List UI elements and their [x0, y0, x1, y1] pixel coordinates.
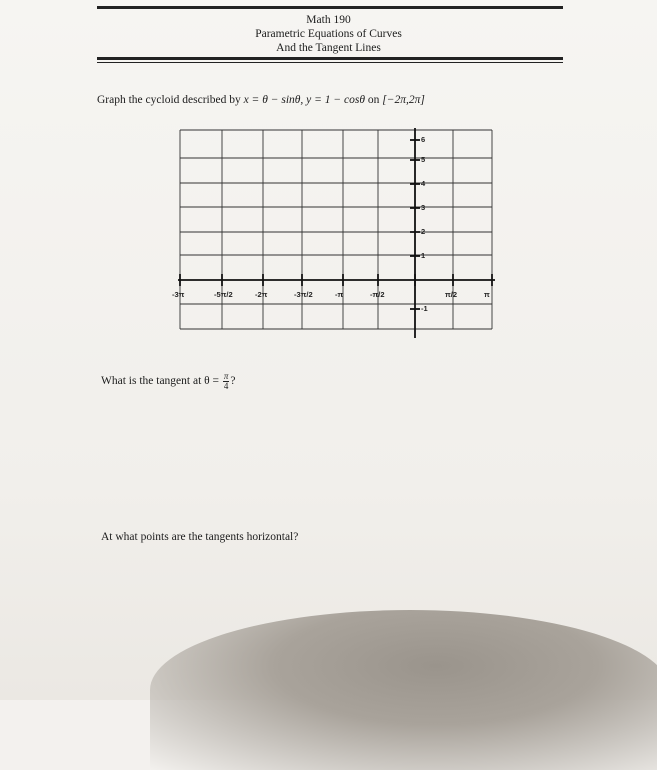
- parameter-interval: [−2π,2π]: [382, 94, 425, 106]
- y-tick-label: -1: [421, 304, 428, 313]
- y-tick-label: 6: [421, 135, 426, 144]
- question-graph-lead: Graph the cycloid described by: [97, 94, 241, 106]
- x-tick-label: -2π: [255, 290, 268, 299]
- x-tick-label: -π/2: [370, 290, 385, 299]
- x-tick-label: π: [484, 290, 490, 299]
- cycloid-equation: x = θ − sinθ, y = 1 − cosθ: [243, 94, 366, 106]
- x-tick-label: -5π/2: [214, 290, 233, 299]
- worksheet-subtitle: And the Tangent Lines: [276, 42, 381, 54]
- x-tick-label: π/2: [445, 290, 457, 299]
- question-horizontal-tangents: At what points are the tangents horizontal?: [101, 531, 299, 543]
- fraction-denominator: 4: [223, 381, 229, 391]
- worksheet-title: Parametric Equations of Curves: [255, 28, 402, 40]
- pi-over-four: [223, 372, 230, 391]
- y-tick-label: 5: [421, 155, 426, 164]
- y-tick-label: 4: [421, 179, 426, 188]
- y-tick-label: 3: [421, 203, 426, 212]
- question-graph-on: on: [367, 94, 380, 106]
- x-tick-label: -π: [335, 290, 344, 299]
- x-tick-label: -3π/2: [294, 290, 313, 299]
- question-tangent-lead: What is the tangent at θ =: [101, 375, 220, 388]
- photo-shadow: [150, 610, 657, 770]
- fraction-numerator: π: [223, 371, 229, 381]
- y-tick-label: 1: [421, 251, 426, 260]
- question-tangent: [101, 372, 236, 391]
- x-tick-label: -3π: [172, 290, 185, 299]
- course-title: Math 190: [306, 14, 351, 26]
- y-tick-label: 2: [421, 227, 426, 236]
- question-mark: ?: [230, 375, 236, 388]
